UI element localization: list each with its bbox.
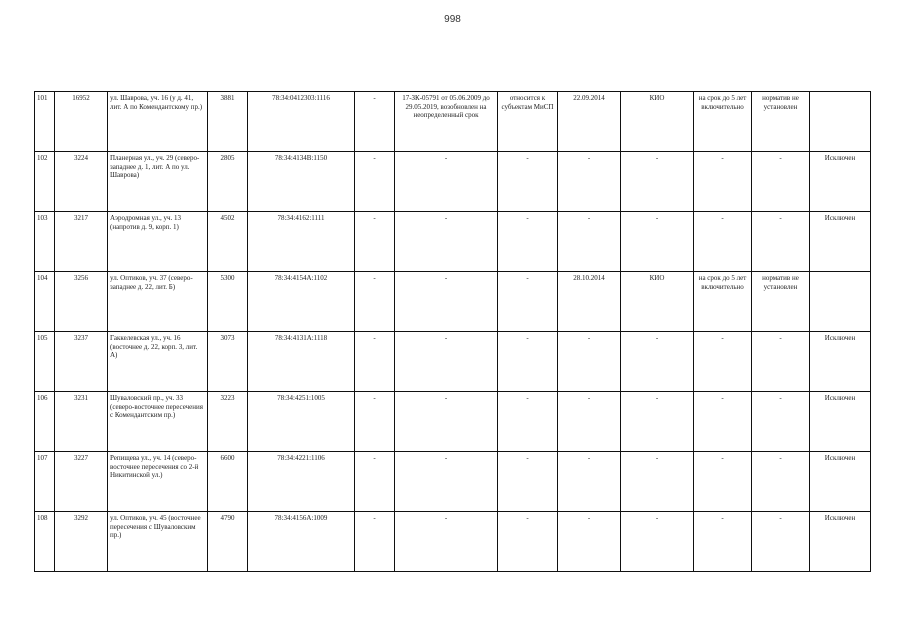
- table-row: [35, 152, 871, 212]
- cell-authority: -: [621, 452, 694, 512]
- cell-status: Исключен: [810, 152, 871, 212]
- cell-cadastral-number: 78:34:4221:1106: [248, 452, 355, 512]
- cell-authority: -: [621, 332, 694, 392]
- cell-smb-status: -: [498, 452, 558, 512]
- cell-norm: -: [752, 452, 810, 512]
- cell-column-6: -: [355, 452, 395, 512]
- page-number: 998: [444, 14, 461, 25]
- cell-status: [810, 272, 871, 332]
- cell-date: -: [558, 512, 621, 572]
- cell-address: Шуваловский пр., уч. 33 (северо-восточнее пересечения с Комендантским пр.): [108, 392, 208, 452]
- table-row: [35, 212, 871, 272]
- cell-contract: 17-ЗК-05791 от 05.06.2009 до 29.05.2019, возобновлен на неопределенный срок: [395, 92, 498, 152]
- cell-term: -: [694, 212, 752, 272]
- cell-smb-status: -: [498, 212, 558, 272]
- cell-contract: -: [395, 452, 498, 512]
- cell-contract: -: [395, 512, 498, 572]
- cell-column-6: -: [355, 512, 395, 572]
- cell-norm: -: [752, 512, 810, 572]
- cell-column-6: -: [355, 272, 395, 332]
- cell-row-number: 104: [35, 272, 55, 332]
- cell-row-number: 107: [35, 452, 55, 512]
- cell-smb-status: -: [498, 272, 558, 332]
- cell-status: Исключен: [810, 512, 871, 572]
- cell-term: -: [694, 512, 752, 572]
- cell-cadastral-number: 78:34:4156А:1009: [248, 512, 355, 572]
- cell-column-6: -: [355, 152, 395, 212]
- table-row: [35, 272, 871, 332]
- cell-norm: -: [752, 152, 810, 212]
- cell-parcel-id: 3292: [55, 512, 108, 572]
- cell-parcel-id: 3237: [55, 332, 108, 392]
- cell-date: -: [558, 152, 621, 212]
- cell-contract: -: [395, 332, 498, 392]
- cell-area: 3881: [208, 92, 248, 152]
- cell-authority: -: [621, 512, 694, 572]
- cell-area: 4502: [208, 212, 248, 272]
- cell-smb-status: -: [498, 332, 558, 392]
- cell-parcel-id: 3231: [55, 392, 108, 452]
- registry-table: [34, 91, 871, 572]
- cell-contract: -: [395, 152, 498, 212]
- cell-norm: -: [752, 212, 810, 272]
- cell-cadastral-number: 78:34:4251:1005: [248, 392, 355, 452]
- cell-row-number: 105: [35, 332, 55, 392]
- cell-address: Репищева ул., уч. 14 (северо-восточнее пересечения со 2-й Никитинской ул.): [108, 452, 208, 512]
- cell-area: 6600: [208, 452, 248, 512]
- cell-row-number: 106: [35, 392, 55, 452]
- cell-term: на срок до 5 лет включительно: [694, 92, 752, 152]
- cell-column-6: -: [355, 212, 395, 272]
- cell-parcel-id: 16952: [55, 92, 108, 152]
- cell-cadastral-number: 78:34:0412303:1116: [248, 92, 355, 152]
- table-row: [35, 92, 871, 152]
- cell-contract: -: [395, 392, 498, 452]
- cell-norm: -: [752, 392, 810, 452]
- cell-status: Исключен: [810, 452, 871, 512]
- table-row: [35, 512, 871, 572]
- cell-parcel-id: 3224: [55, 152, 108, 212]
- cell-parcel-id: 3227: [55, 452, 108, 512]
- cell-column-6: -: [355, 92, 395, 152]
- cell-address: ул. Оптиков, уч. 45 (восточнее пересечения с Шуваловским пр.): [108, 512, 208, 572]
- cell-date: -: [558, 212, 621, 272]
- cell-row-number: 102: [35, 152, 55, 212]
- cell-smb-status: относится к субъектам МиСП: [498, 92, 558, 152]
- cell-date: 22.09.2014: [558, 92, 621, 152]
- cell-status: [810, 92, 871, 152]
- cell-row-number: 108: [35, 512, 55, 572]
- cell-smb-status: -: [498, 152, 558, 212]
- cell-contract: -: [395, 212, 498, 272]
- cell-cadastral-number: 78:34:4154А:1102: [248, 272, 355, 332]
- cell-area: 3073: [208, 332, 248, 392]
- cell-cadastral-number: 78:34:4134В:1150: [248, 152, 355, 212]
- cell-area: 5300: [208, 272, 248, 332]
- cell-term: -: [694, 332, 752, 392]
- cell-authority: -: [621, 212, 694, 272]
- cell-status: Исключен: [810, 332, 871, 392]
- cell-address: ул. Оптиков, уч. 37 (северо-западнее д. 22, лит. Б): [108, 272, 208, 332]
- cell-authority: -: [621, 392, 694, 452]
- cell-term: -: [694, 392, 752, 452]
- cell-status: Исключен: [810, 392, 871, 452]
- cell-parcel-id: 3217: [55, 212, 108, 272]
- cell-date: -: [558, 392, 621, 452]
- cell-address: ул. Шаврова, уч. 16 (у д. 41, лит. А по Комендантскому пр.): [108, 92, 208, 152]
- cell-date: -: [558, 452, 621, 512]
- cell-smb-status: -: [498, 392, 558, 452]
- cell-date: 28.10.2014: [558, 272, 621, 332]
- table-row: [35, 452, 871, 512]
- cell-date: -: [558, 332, 621, 392]
- cell-contract: -: [395, 272, 498, 332]
- table-row: [35, 332, 871, 392]
- cell-term: на срок до 5 лет включительно: [694, 272, 752, 332]
- cell-address: Аэродромная ул., уч. 13 (напротив д. 9, корп. 1): [108, 212, 208, 272]
- cell-parcel-id: 3256: [55, 272, 108, 332]
- cell-area: 3223: [208, 392, 248, 452]
- cell-authority: -: [621, 152, 694, 212]
- cell-status: Исключен: [810, 212, 871, 272]
- cell-address: Планерная ул., уч. 29 (северо-западнее д. 1, лит. А по ул. Шаврова): [108, 152, 208, 212]
- cell-column-6: -: [355, 392, 395, 452]
- cell-smb-status: -: [498, 512, 558, 572]
- cell-address: Гаккелевская ул., уч. 16 (восточнее д. 22, корп. 3, лит. А): [108, 332, 208, 392]
- table-row: [35, 392, 871, 452]
- cell-cadastral-number: 78:34:4162:1111: [248, 212, 355, 272]
- cell-term: -: [694, 452, 752, 512]
- cell-norm: норматив не установлен: [752, 92, 810, 152]
- cell-column-6: -: [355, 332, 395, 392]
- cell-authority: КИО: [621, 272, 694, 332]
- cell-norm: -: [752, 332, 810, 392]
- cell-row-number: 101: [35, 92, 55, 152]
- cell-row-number: 103: [35, 212, 55, 272]
- cell-area: 2805: [208, 152, 248, 212]
- cell-norm: норматив не установлен: [752, 272, 810, 332]
- cell-area: 4790: [208, 512, 248, 572]
- cell-term: -: [694, 152, 752, 212]
- cell-cadastral-number: 78:34:4131А:1118: [248, 332, 355, 392]
- cell-authority: КИО: [621, 92, 694, 152]
